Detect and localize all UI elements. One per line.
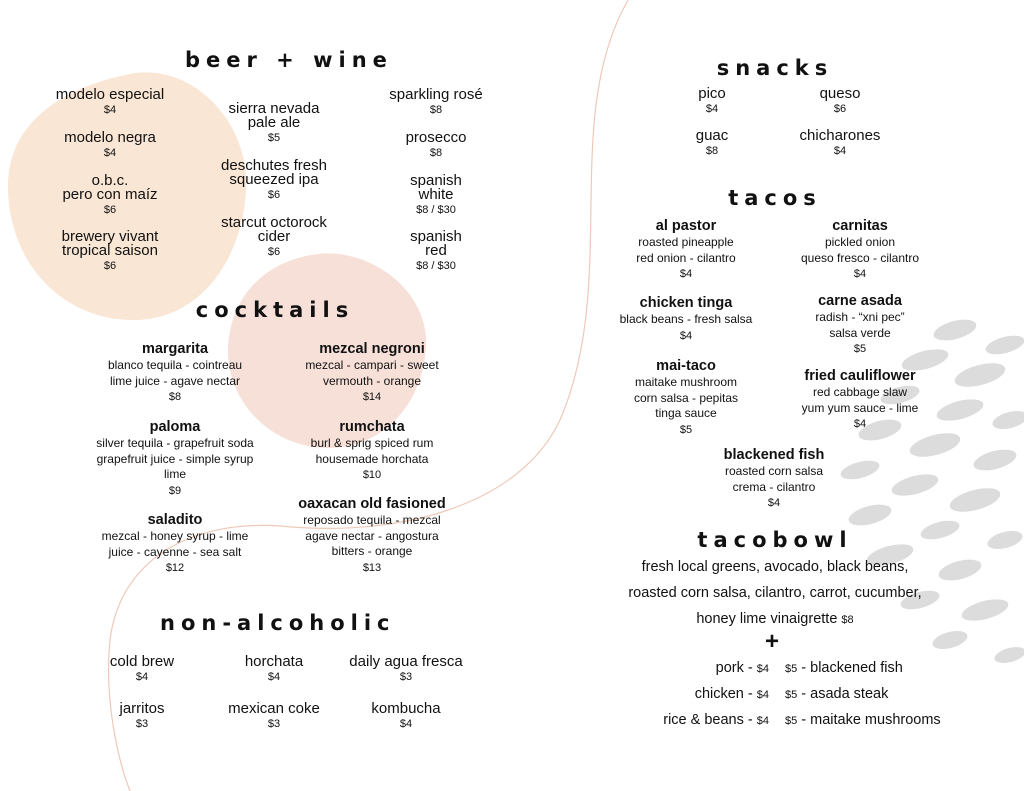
menu-item: modelo especial $4 <box>55 86 165 116</box>
addon-item: pork - $4 <box>715 660 769 676</box>
menu-item: deschutes fresh squeezed ipa $6 <box>221 157 327 201</box>
menu-item: queso $6 <box>819 85 861 115</box>
addon-item: $5 - blackened fish <box>785 660 903 676</box>
menu-item: al pastor roasted pineapple red onion - cilantro $4 <box>636 218 736 280</box>
beer-wine-title: beer + wine <box>185 48 393 72</box>
tacos-title: tacos <box>728 186 822 210</box>
tacobowl-line: roasted corn salsa, cilantro, carrot, cucumber, <box>628 585 922 601</box>
menu-item: jarritos $3 <box>119 700 165 730</box>
menu-item: kombucha $4 <box>371 700 441 730</box>
snacks-title: snacks <box>716 56 834 80</box>
menu-item: mezcal negroni mezcal - campari - sweet vermouth - orange $14 <box>305 341 439 403</box>
menu-item: daily agua fresca $3 <box>349 653 463 683</box>
menu-item: carne asada radish - “xni pec” salsa verde $5 <box>815 293 905 355</box>
menu-item: spanish white $8 / $30 <box>410 172 462 216</box>
menu-item: mai-taco maitake mushroom corn salsa - pepitas tinga sauce $5 <box>633 358 739 436</box>
non-alcoholic-title: non-alcoholic <box>160 611 396 635</box>
menu-item: cold brew $4 <box>109 653 175 683</box>
menu-item: chicken tinga black beans - fresh salsa $4 <box>619 295 753 342</box>
tacobowl-line: fresh local greens, avocado, black beans, <box>641 559 909 575</box>
menu-item: sierra nevada pale ale $5 <box>228 100 320 144</box>
menu-item: o.b.c. pero con maíz $6 <box>62 172 158 216</box>
menu-item: rumchata burl & sprig spiced rum housemade horchata $10 <box>310 419 434 481</box>
menu-item: chicharones $4 <box>799 127 881 157</box>
cocktails-title: cocktails <box>195 298 355 322</box>
menu-item: paloma silver tequila - grapefruit soda grapefruit juice - simple syrup lime $9 <box>96 419 254 497</box>
tacobowl-price: $8 <box>841 614 854 626</box>
menu-item: saladito mezcal - honey syrup - lime juice - cayenne - sea salt $12 <box>101 512 249 574</box>
menu-item: blackened fish roasted corn salsa crema - cilantro $4 <box>723 447 825 509</box>
addon-item: $5 - maitake mushrooms <box>785 712 941 728</box>
menu-item: prosecco $8 <box>405 129 467 159</box>
menu-item: horchata $4 <box>244 653 304 683</box>
tacobowl-title: tacobowl <box>697 528 853 552</box>
addon-item: rice & beans - $4 <box>663 712 769 728</box>
menu-item: pico $4 <box>698 85 726 115</box>
menu-item: brewery vivant tropical saison $6 <box>61 228 159 272</box>
menu-item: starcut octorock cider $6 <box>221 214 327 258</box>
menu-item: mexican coke $3 <box>228 700 320 730</box>
menu-item: margarita blanco tequila - cointreau lime juice - agave nectar $8 <box>107 341 243 403</box>
menu-item: guac $8 <box>695 127 729 157</box>
menu-item: modelo negra $4 <box>64 129 156 159</box>
tacobowl-line: honey lime vinaigrette $8 <box>696 611 854 627</box>
tacobowl-description <box>600 554 950 633</box>
menu-item: spanish red $8 / $30 <box>410 228 462 272</box>
menu-item: oaxacan old fasioned reposado tequila - mezcal agave nectar - angostura bitters - orange $13 <box>298 496 446 574</box>
menu-item: fried cauliflower red cabbage slaw yum yum sauce - lime $4 <box>801 368 919 430</box>
addon-item: $5 - asada steak <box>785 686 889 702</box>
addon-item: chicken - $4 <box>694 686 769 702</box>
menu-item: sparkling rosé $8 <box>389 86 483 116</box>
menu-item: carnitas pickled onion queso fresco - cilantro $4 <box>800 218 920 280</box>
plus-sign: + <box>765 628 780 655</box>
